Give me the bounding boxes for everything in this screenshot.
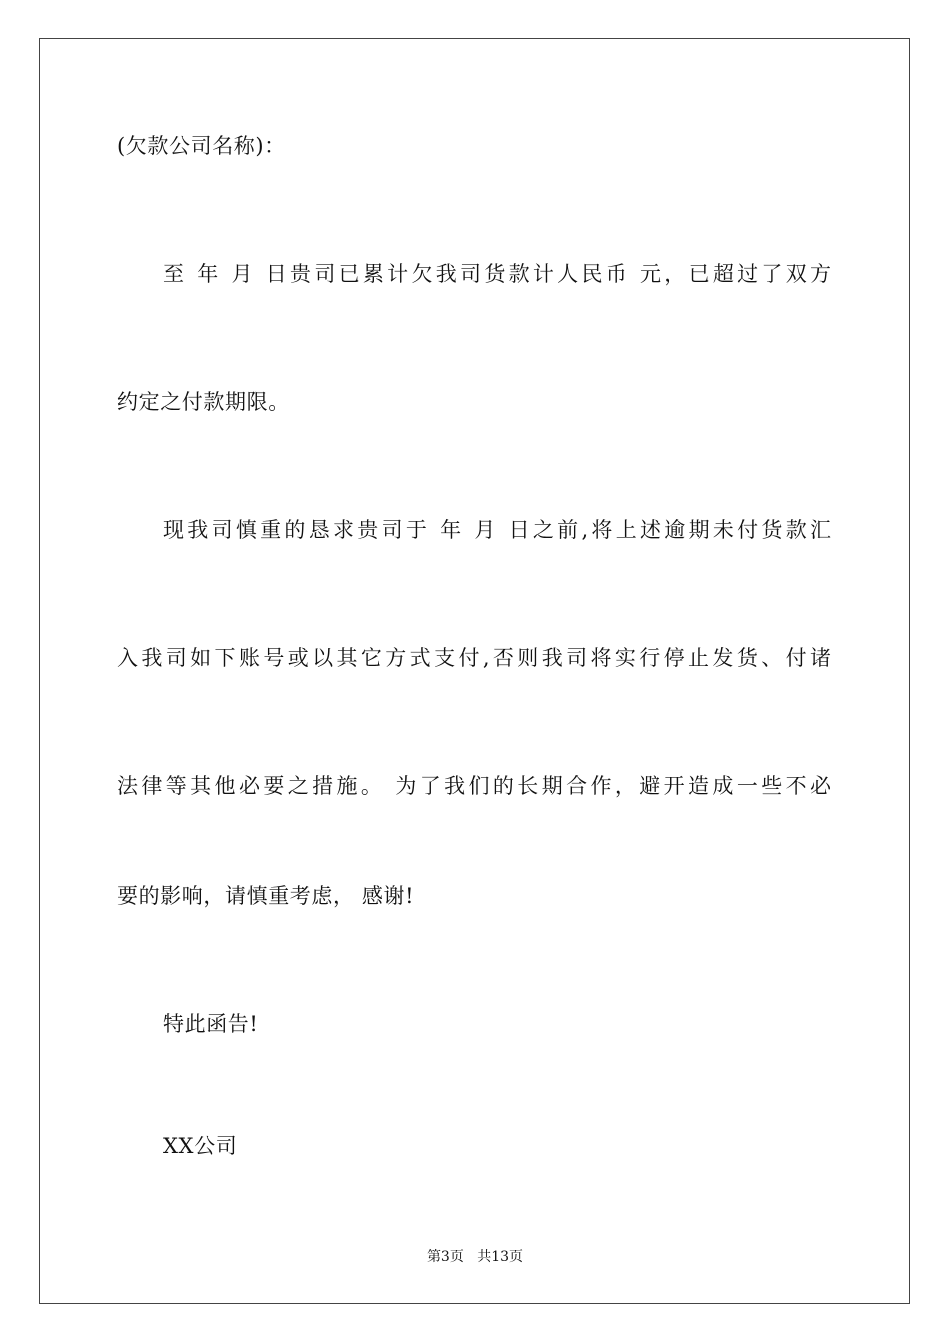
- page-number-current: 第3页: [426, 1249, 464, 1265]
- salutation: (欠款公司名称)：: [117, 134, 286, 158]
- paragraph-2-line-2: 入我司如下账号或以其它方式支付,否则我司将实行停止发货、付诸: [117, 646, 831, 670]
- paragraph-2-line-4: 要的影响，请慎重考虑， 感谢!: [117, 884, 415, 908]
- page-number-total: 共13页: [477, 1249, 524, 1265]
- paragraph-1-line-1: 至 年 月 日贵司已累计欠我司货款计人民币 元，已超过了双方: [163, 262, 831, 286]
- closing-line: 特此函告!: [163, 1012, 259, 1036]
- page-border: [39, 38, 910, 1304]
- paragraph-2-line-3: 法律等其他必要之措施。 为了我们的长期合作，避开造成一些不必: [117, 774, 831, 798]
- paragraph-2-line-1: 现我司慎重的恳求贵司于 年 月 日之前,将上述逾期未付货款汇: [163, 518, 831, 542]
- signature: XX公司: [163, 1134, 238, 1158]
- paragraph-1-line-2: 约定之付款期限。: [117, 390, 290, 414]
- page-footer: [0, 1248, 950, 1266]
